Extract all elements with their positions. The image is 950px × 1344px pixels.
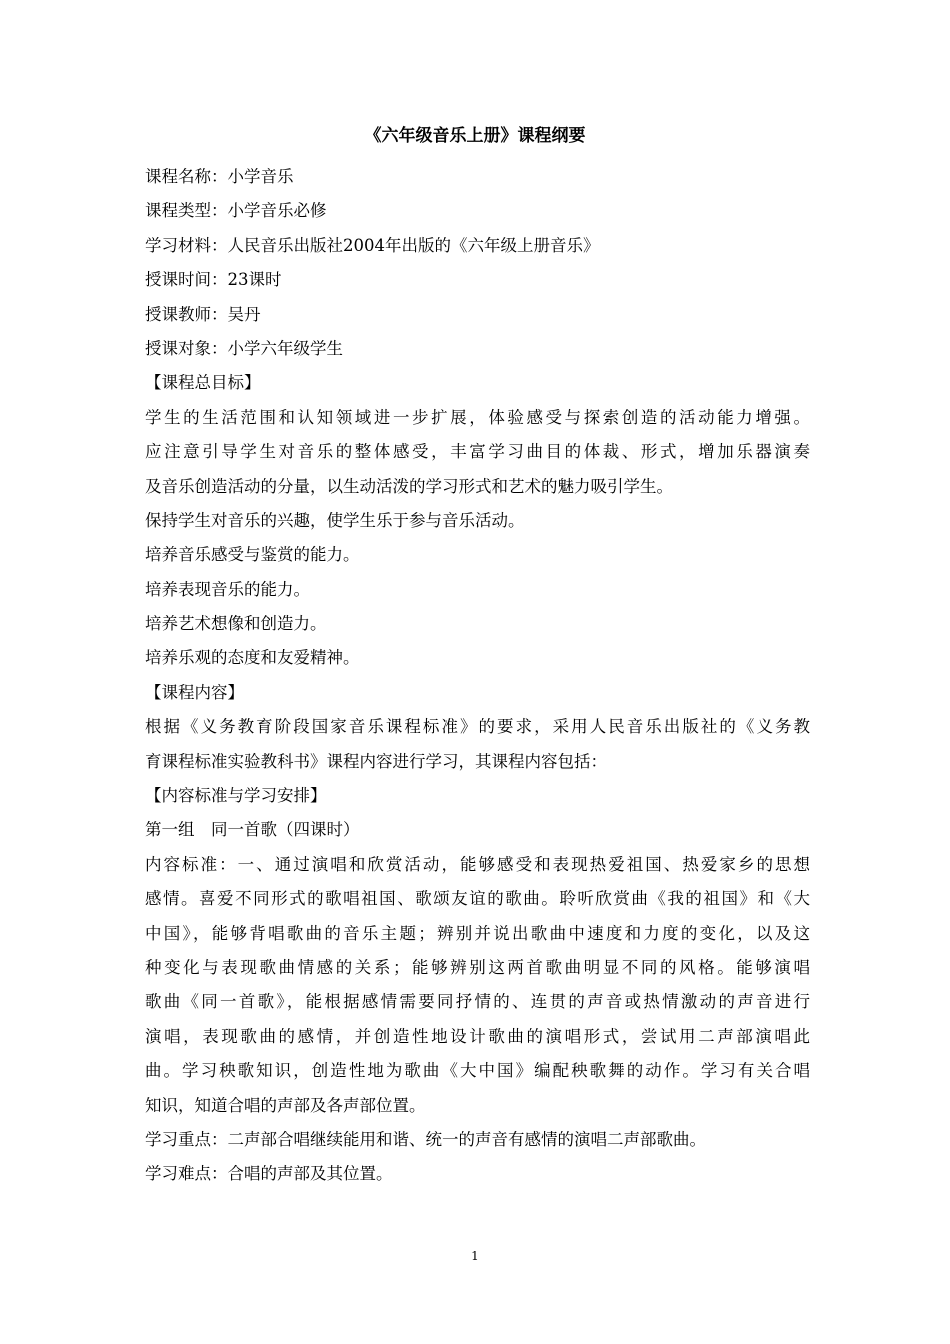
- standard-line: 歌曲《同一首歌》，能根据感情需要同抒情的、连贯的声音或热情激动的声音进行: [145, 992, 810, 1012]
- goal-item: 培养音乐感受与鉴赏的能力。: [145, 545, 360, 565]
- standard-line: 感情。喜爱不同形式的歌唱祖国、歌颂友谊的歌曲。聆听欣赏曲《我的祖国》和《大: [145, 889, 810, 909]
- goals-intro-line: 学生的生活范围和认知领域进一步扩展，体验感受与探索创造的活动能力增强。: [145, 407, 810, 427]
- course-name: 课程名称：小学音乐: [145, 167, 294, 186]
- content-paragraph: [145, 710, 810, 779]
- goals-intro: [145, 401, 810, 504]
- goals-intro-line: 应注意引导学生对音乐的整体感受，丰富学习曲目的体裁、形式，增加乐器演奏: [145, 442, 810, 462]
- standard-line: 种变化与表现歌曲情感的关系；能够辨别这两首歌曲明显不同的风格。能够演唱: [145, 957, 810, 977]
- course-time: 授课时间：23课时: [145, 270, 282, 290]
- standard-line: 内容标准：一、通过演唱和欣赏活动，能够感受和表现热爱祖国、热爱家乡的思想: [145, 854, 810, 874]
- goal-item: 保持学生对音乐的兴趣，使学生乐于参与音乐活动。: [145, 510, 525, 530]
- standards-heading: 【内容标准与学习安排】: [145, 786, 327, 806]
- page-title: 《六年级音乐上册》课程纲要: [364, 126, 586, 146]
- group1-title: 第一组 同一首歌（四课时）: [145, 820, 360, 840]
- goal-item: 培养艺术想像和创造力。: [145, 614, 327, 634]
- standard-line: 中国》，能够背唱歌曲的音乐主题；辨别并说出歌曲中速度和力度的变化，以及这: [145, 923, 810, 943]
- course-teacher: 授课教师：吴丹: [145, 304, 261, 324]
- document-body: [145, 160, 810, 1192]
- goal-item: 培养乐观的态度和友爱精神。: [145, 648, 360, 668]
- standard-line: 演唱，表现歌曲的感情，并创造性地设计歌曲的演唱形式，尝试用二声部演唱此: [145, 1026, 810, 1046]
- standard-line: 知识，知道合唱的声部及各声部位置。: [145, 1095, 426, 1115]
- course-material: 学习材料：人民音乐出版社2004年出版的《六年级上册音乐》: [145, 235, 600, 255]
- content-line: 育课程标准实验教科书》课程内容进行学习，其课程内容包括：: [145, 751, 607, 771]
- key-point: 学习重点：二声部合唱继续能用和谐、统一的声音有感情的演唱二声部歌曲。: [145, 1129, 706, 1149]
- page-number: 1: [471, 1249, 479, 1263]
- goal-item: 培养表现音乐的能力。: [145, 579, 310, 599]
- standard-line: 曲。学习秧歌知识，创造性地为歌曲《大中国》编配秧歌舞的动作。学习有关合唱: [145, 1061, 810, 1081]
- goals-heading: 【课程总目标】: [145, 373, 261, 393]
- course-type: 课程类型：小学音乐必修: [145, 201, 327, 221]
- goals-intro-line: 及音乐创造活动的分量，以生动活泼的学习形式和艺术的魅力吸引学生。: [145, 476, 673, 496]
- course-target: 授课对象：小学六年级学生: [145, 338, 343, 358]
- content-heading: 【课程内容】: [145, 682, 244, 702]
- difficulty: 学习难点：合唱的声部及其位置。: [145, 1164, 393, 1184]
- content-line: 根据《义务教育阶段国家音乐课程标准》的要求，采用人民音乐出版社的《义务教: [145, 717, 810, 737]
- group1-standard: [145, 848, 810, 1123]
